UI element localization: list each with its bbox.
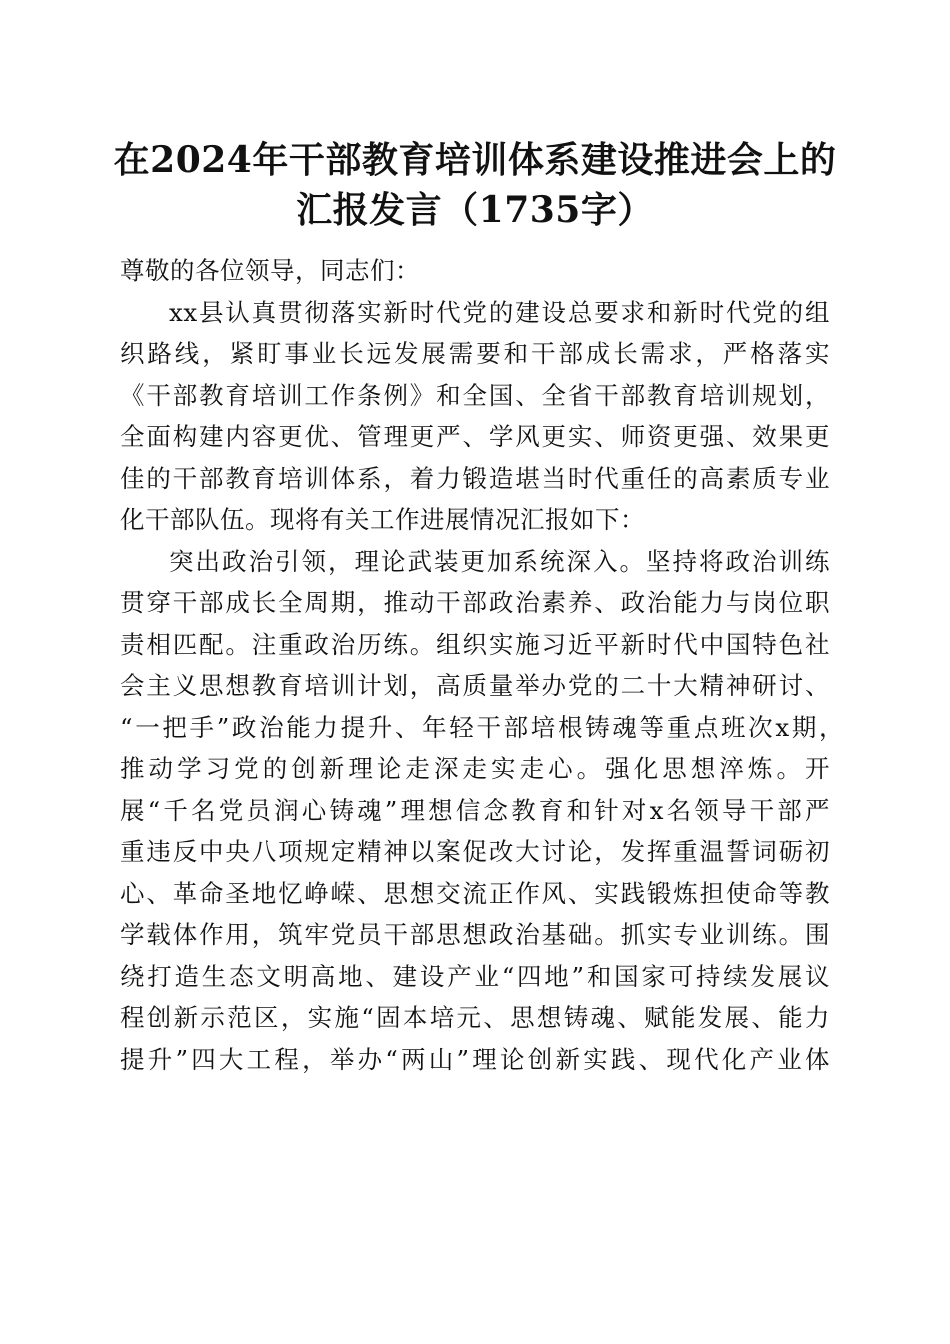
paragraph-line: 学载体作用，筑牢党员干部思想政治基础。抓实专业训练。围 (120, 920, 830, 949)
paragraph-line: xx县认真贯彻落实新时代党的建设总要求和新时代党的组 (169, 297, 830, 327)
document-body (120, 250, 844, 1080)
paragraph-line: “一把手”政治能力提升、年轻干部培根铸魂等重点班次x期， (120, 712, 844, 742)
paragraph-line: 重违反中央八项规定精神以案促改大讨论，发挥重温誓词砺初 (120, 837, 830, 866)
paragraph-line: 程创新示范区，实施“固本培元、思想铸魂、赋能发展、能力 (120, 1003, 830, 1032)
document-title-line-1: 在2024年干部教育培训体系建设推进会上的 (113, 139, 837, 181)
paragraph-line: 提升”四大工程，举办“两山”理论创新实践、现代化产业体 (120, 1044, 830, 1074)
paragraph-line: 贯穿干部成长全周期，推动干部政治素养、政治能力与岗位职 (120, 588, 830, 617)
document-title-line-2: 汇报发言（1735字） (296, 189, 654, 231)
paragraph-line: 会主义思想教育培训计划，高质量举办党的二十大精神研讨、 (120, 671, 830, 700)
paragraph-1 (120, 292, 830, 541)
paragraph-line: 织路线，紧盯事业长远发展需要和干部成长需求，严格落实 (120, 339, 830, 368)
paragraph-line: 推动学习党的创新理论走深走实走心。强化思想淬炼。开 (120, 754, 830, 783)
paragraph-line: 全面构建内容更优、管理更严、学风更实、师资更强、效果更 (120, 422, 830, 451)
paragraph-line: 展“千名党员润心铸魂”理想信念教育和针对x名领导干部严 (120, 795, 830, 825)
paragraph-line: 化干部队伍。现将有关工作进展情况汇报如下： (120, 505, 645, 534)
paragraph-line: 责相匹配。注重政治历练。组织实施习近平新时代中国特色社 (120, 629, 830, 659)
paragraph-line: 佳的干部教育培训体系，着力锻造堪当时代重任的高素质专业 (120, 463, 830, 493)
paragraph-2 (120, 541, 844, 1081)
paragraph-line: 突出政治引领，理论武装更加系统深入。坚持将政治训练 (169, 546, 830, 576)
paragraph-line: 心、革命圣地忆峥嵘、思想交流正作风、实践锻炼担使命等教 (120, 878, 830, 908)
paragraph-line: 绕打造生态文明高地、建设产业“四地”和国家可持续发展议 (120, 961, 830, 991)
paragraph-line: 《干部教育培训工作条例》和全国、全省干部教育培训规划， (120, 380, 830, 410)
salutation: 尊敬的各位领导，同志们： (120, 256, 420, 285)
